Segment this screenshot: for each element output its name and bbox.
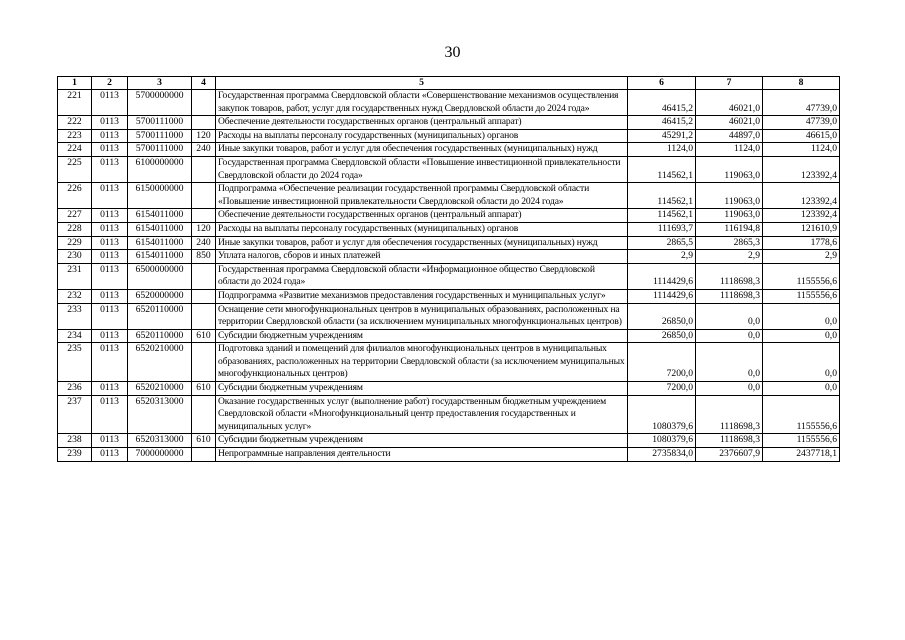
- amount-year2-cell: 46021,0: [696, 116, 763, 130]
- section-code-cell: 0113: [92, 303, 128, 329]
- table-row: [58, 143, 840, 157]
- row-number-cell: 222: [58, 116, 92, 130]
- row-number-cell: 237: [58, 395, 92, 434]
- expense-type-cell: 240: [192, 143, 216, 157]
- target-code-cell: 6520210000: [128, 382, 192, 396]
- column-header: 3: [128, 77, 192, 90]
- amount-year1-cell: 1114429,6: [628, 263, 696, 289]
- column-header: 1: [58, 77, 92, 90]
- amount-year2-cell: 119063,0: [696, 183, 763, 209]
- amount-year2-cell: 1118698,3: [696, 289, 763, 303]
- amount-year1-cell: 26850,0: [628, 303, 696, 329]
- section-code-cell: 0113: [92, 289, 128, 303]
- row-number-cell: 235: [58, 343, 92, 382]
- item-name-cell: Обеспечение деятельности государственных органов (центральный аппарат): [216, 209, 628, 223]
- amount-year3-cell: 47739,0: [763, 90, 840, 116]
- amount-year3-cell: 1155556,6: [763, 434, 840, 448]
- section-code-cell: 0113: [92, 329, 128, 343]
- expense-type-cell: 610: [192, 329, 216, 343]
- amount-year3-cell: 0,0: [763, 303, 840, 329]
- amount-year2-cell: 0,0: [696, 382, 763, 396]
- amount-year2-cell: 1124,0: [696, 143, 763, 157]
- amount-year2-cell: 0,0: [696, 343, 763, 382]
- item-name-cell: Государственная программа Свердловской области «Информационное общество Свердловской области до 2024 года»: [216, 263, 628, 289]
- expense-type-cell: 240: [192, 236, 216, 250]
- row-number-cell: 226: [58, 183, 92, 209]
- table-row: [58, 156, 840, 182]
- amount-year3-cell: 1155556,6: [763, 395, 840, 434]
- table-row: [58, 129, 840, 143]
- row-number-cell: 224: [58, 143, 92, 157]
- amount-year1-cell: 2,9: [628, 250, 696, 264]
- amount-year2-cell: 0,0: [696, 303, 763, 329]
- item-name-cell: Подготовка зданий и помещений для филиалов многофункциональных центров в муниципальных образованиях, расположенных на территории Свердловской области (за исключением муниципальных многофункциональных центров): [216, 343, 628, 382]
- table-row: [58, 209, 840, 223]
- column-header: 2: [92, 77, 128, 90]
- amount-year1-cell: 114562,1: [628, 156, 696, 182]
- expense-type-cell: 610: [192, 434, 216, 448]
- column-header: 6: [628, 77, 696, 90]
- row-number-cell: 228: [58, 222, 92, 236]
- amount-year2-cell: 119063,0: [696, 209, 763, 223]
- row-number-cell: 238: [58, 434, 92, 448]
- expense-type-cell: [192, 303, 216, 329]
- row-number-cell: 231: [58, 263, 92, 289]
- expense-type-cell: [192, 183, 216, 209]
- target-code-cell: 6520210000: [128, 343, 192, 382]
- item-name-cell: Государственная программа Свердловской области «Повышение инвестиционной привлекательности Свердловской области до 2024 года»: [216, 156, 628, 182]
- table-row: [58, 236, 840, 250]
- expense-type-cell: 120: [192, 129, 216, 143]
- target-code-cell: 7000000000: [128, 448, 192, 462]
- amount-year2-cell: 46021,0: [696, 90, 763, 116]
- amount-year3-cell: 1124,0: [763, 143, 840, 157]
- amount-year2-cell: 2865,3: [696, 236, 763, 250]
- target-code-cell: 6154011000: [128, 209, 192, 223]
- row-number-cell: 239: [58, 448, 92, 462]
- amount-year3-cell: 123392,4: [763, 209, 840, 223]
- expense-type-cell: [192, 395, 216, 434]
- section-code-cell: 0113: [92, 263, 128, 289]
- section-code-cell: 0113: [92, 183, 128, 209]
- amount-year3-cell: 0,0: [763, 343, 840, 382]
- item-name-cell: Обеспечение деятельности государственных органов (центральный аппарат): [216, 116, 628, 130]
- target-code-cell: 6150000000: [128, 183, 192, 209]
- item-name-cell: Иные закупки товаров, работ и услуг для обеспечения государственных (муниципальных) нужд: [216, 236, 628, 250]
- section-code-cell: 0113: [92, 143, 128, 157]
- amount-year3-cell: 0,0: [763, 382, 840, 396]
- row-number-cell: 221: [58, 90, 92, 116]
- amount-year1-cell: 26850,0: [628, 329, 696, 343]
- table-row: [58, 434, 840, 448]
- item-name-cell: Государственная программа Свердловской области «Совершенствование механизмов осуществления закупок товаров, работ, услуг для государственных нужд Свердловской области до 2024 года»: [216, 90, 628, 116]
- section-code-cell: 0113: [92, 90, 128, 116]
- section-code-cell: 0113: [92, 434, 128, 448]
- table-row: [58, 303, 840, 329]
- amount-year2-cell: 44897,0: [696, 129, 763, 143]
- target-code-cell: 6100000000: [128, 156, 192, 182]
- target-code-cell: 6520313000: [128, 395, 192, 434]
- item-name-cell: Подпрограмма «Обеспечение реализации государственной программы Свердловской области «Повышение инвестиционной привлекательности Свердловской области до 2024 года»: [216, 183, 628, 209]
- item-name-cell: Подпрограмма «Развитие механизмов предоставления государственных и муниципальных услуг»: [216, 289, 628, 303]
- item-name-cell: Уплата налогов, сборов и иных платежей: [216, 250, 628, 264]
- table-row: [58, 90, 840, 116]
- target-code-cell: 6154011000: [128, 222, 192, 236]
- amount-year1-cell: 45291,2: [628, 129, 696, 143]
- amount-year1-cell: 114562,1: [628, 183, 696, 209]
- section-code-cell: 0113: [92, 116, 128, 130]
- amount-year2-cell: 116194,8: [696, 222, 763, 236]
- amount-year2-cell: 2,9: [696, 250, 763, 264]
- row-number-cell: 229: [58, 236, 92, 250]
- expense-type-cell: [192, 156, 216, 182]
- target-code-cell: 5700111000: [128, 116, 192, 130]
- amount-year2-cell: 1118698,3: [696, 434, 763, 448]
- target-code-cell: 5700111000: [128, 143, 192, 157]
- item-name-cell: Непрограммные направления деятельности: [216, 448, 628, 462]
- table-row: [58, 250, 840, 264]
- amount-year3-cell: 123392,4: [763, 183, 840, 209]
- section-code-cell: 0113: [92, 382, 128, 396]
- expense-type-cell: [192, 116, 216, 130]
- table-row: [58, 183, 840, 209]
- amount-year1-cell: 1114429,6: [628, 289, 696, 303]
- expense-type-cell: 610: [192, 382, 216, 396]
- table-header-row: [58, 77, 840, 90]
- item-name-cell: Субсидии бюджетным учреждениям: [216, 434, 628, 448]
- amount-year1-cell: 2865,5: [628, 236, 696, 250]
- row-number-cell: 236: [58, 382, 92, 396]
- expense-type-cell: [192, 343, 216, 382]
- column-header: 4: [192, 77, 216, 90]
- item-name-cell: Оснащение сети многофункциональных центров в муниципальных образованиях, расположенных на территории Свердловской области (за исключением муниципальных многофункциональных центров): [216, 303, 628, 329]
- amount-year3-cell: 2,9: [763, 250, 840, 264]
- amount-year3-cell: 1778,6: [763, 236, 840, 250]
- section-code-cell: 0113: [92, 156, 128, 182]
- row-number-cell: 233: [58, 303, 92, 329]
- section-code-cell: 0113: [92, 343, 128, 382]
- amount-year1-cell: 46415,2: [628, 90, 696, 116]
- amount-year1-cell: 1080379,6: [628, 395, 696, 434]
- item-name-cell: Расходы на выплаты персоналу государственных (муниципальных) органов: [216, 222, 628, 236]
- row-number-cell: 234: [58, 329, 92, 343]
- expense-type-cell: 850: [192, 250, 216, 264]
- budget-table: [57, 76, 840, 462]
- table-row: [58, 382, 840, 396]
- section-code-cell: 0113: [92, 448, 128, 462]
- amount-year1-cell: 2735834,0: [628, 448, 696, 462]
- target-code-cell: 6520110000: [128, 329, 192, 343]
- section-code-cell: 0113: [92, 129, 128, 143]
- amount-year1-cell: 1080379,6: [628, 434, 696, 448]
- table-row: [58, 329, 840, 343]
- amount-year3-cell: 1155556,6: [763, 263, 840, 289]
- table-row: [58, 448, 840, 462]
- amount-year2-cell: 119063,0: [696, 156, 763, 182]
- item-name-cell: Субсидии бюджетным учреждениям: [216, 382, 628, 396]
- amount-year3-cell: 46615,0: [763, 129, 840, 143]
- expense-type-cell: [192, 448, 216, 462]
- table-body: [58, 90, 840, 462]
- target-code-cell: 6154011000: [128, 236, 192, 250]
- table-row: [58, 395, 840, 434]
- amount-year3-cell: 121610,9: [763, 222, 840, 236]
- row-number-cell: 230: [58, 250, 92, 264]
- amount-year1-cell: 7200,0: [628, 382, 696, 396]
- amount-year1-cell: 111693,7: [628, 222, 696, 236]
- amount-year3-cell: 1155556,6: [763, 289, 840, 303]
- target-code-cell: 6154011000: [128, 250, 192, 264]
- table-row: [58, 289, 840, 303]
- table-row: [58, 116, 840, 130]
- target-code-cell: 6520313000: [128, 434, 192, 448]
- expense-type-cell: [192, 90, 216, 116]
- expense-type-cell: [192, 289, 216, 303]
- item-name-cell: Субсидии бюджетным учреждениям: [216, 329, 628, 343]
- row-number-cell: 225: [58, 156, 92, 182]
- amount-year1-cell: 7200,0: [628, 343, 696, 382]
- item-name-cell: Расходы на выплаты персоналу государственных (муниципальных) органов: [216, 129, 628, 143]
- amount-year3-cell: 0,0: [763, 329, 840, 343]
- amount-year1-cell: 46415,2: [628, 116, 696, 130]
- target-code-cell: 6500000000: [128, 263, 192, 289]
- target-code-cell: 6520110000: [128, 303, 192, 329]
- row-number-cell: 227: [58, 209, 92, 223]
- page-number: 30: [444, 44, 461, 61]
- column-header: 5: [216, 77, 628, 90]
- target-code-cell: 5700000000: [128, 90, 192, 116]
- section-code-cell: 0113: [92, 236, 128, 250]
- section-code-cell: 0113: [92, 395, 128, 434]
- row-number-cell: 223: [58, 129, 92, 143]
- expense-type-cell: [192, 263, 216, 289]
- expense-type-cell: 120: [192, 222, 216, 236]
- column-header: 7: [696, 77, 763, 90]
- column-header: 8: [763, 77, 840, 90]
- target-code-cell: 6520000000: [128, 289, 192, 303]
- row-number-cell: 232: [58, 289, 92, 303]
- section-code-cell: 0113: [92, 209, 128, 223]
- amount-year2-cell: 1118698,3: [696, 263, 763, 289]
- amount-year2-cell: 2376607,9: [696, 448, 763, 462]
- amount-year1-cell: 1124,0: [628, 143, 696, 157]
- item-name-cell: Иные закупки товаров, работ и услуг для обеспечения государственных (муниципальных) нужд: [216, 143, 628, 157]
- amount-year2-cell: 0,0: [696, 329, 763, 343]
- expense-type-cell: [192, 209, 216, 223]
- section-code-cell: 0113: [92, 250, 128, 264]
- item-name-cell: Оказание государственных услуг (выполнение работ) государственным бюджетным учреждением Свердловской области «Многофункциональный центр предоставления государственных и муниципальных услуг»: [216, 395, 628, 434]
- amount-year3-cell: 123392,4: [763, 156, 840, 182]
- amount-year3-cell: 47739,0: [763, 116, 840, 130]
- table-row: [58, 263, 840, 289]
- table-row: [58, 343, 840, 382]
- amount-year3-cell: 2437718,1: [763, 448, 840, 462]
- amount-year2-cell: 1118698,3: [696, 395, 763, 434]
- amount-year1-cell: 114562,1: [628, 209, 696, 223]
- target-code-cell: 5700111000: [128, 129, 192, 143]
- section-code-cell: 0113: [92, 222, 128, 236]
- table-row: [58, 222, 840, 236]
